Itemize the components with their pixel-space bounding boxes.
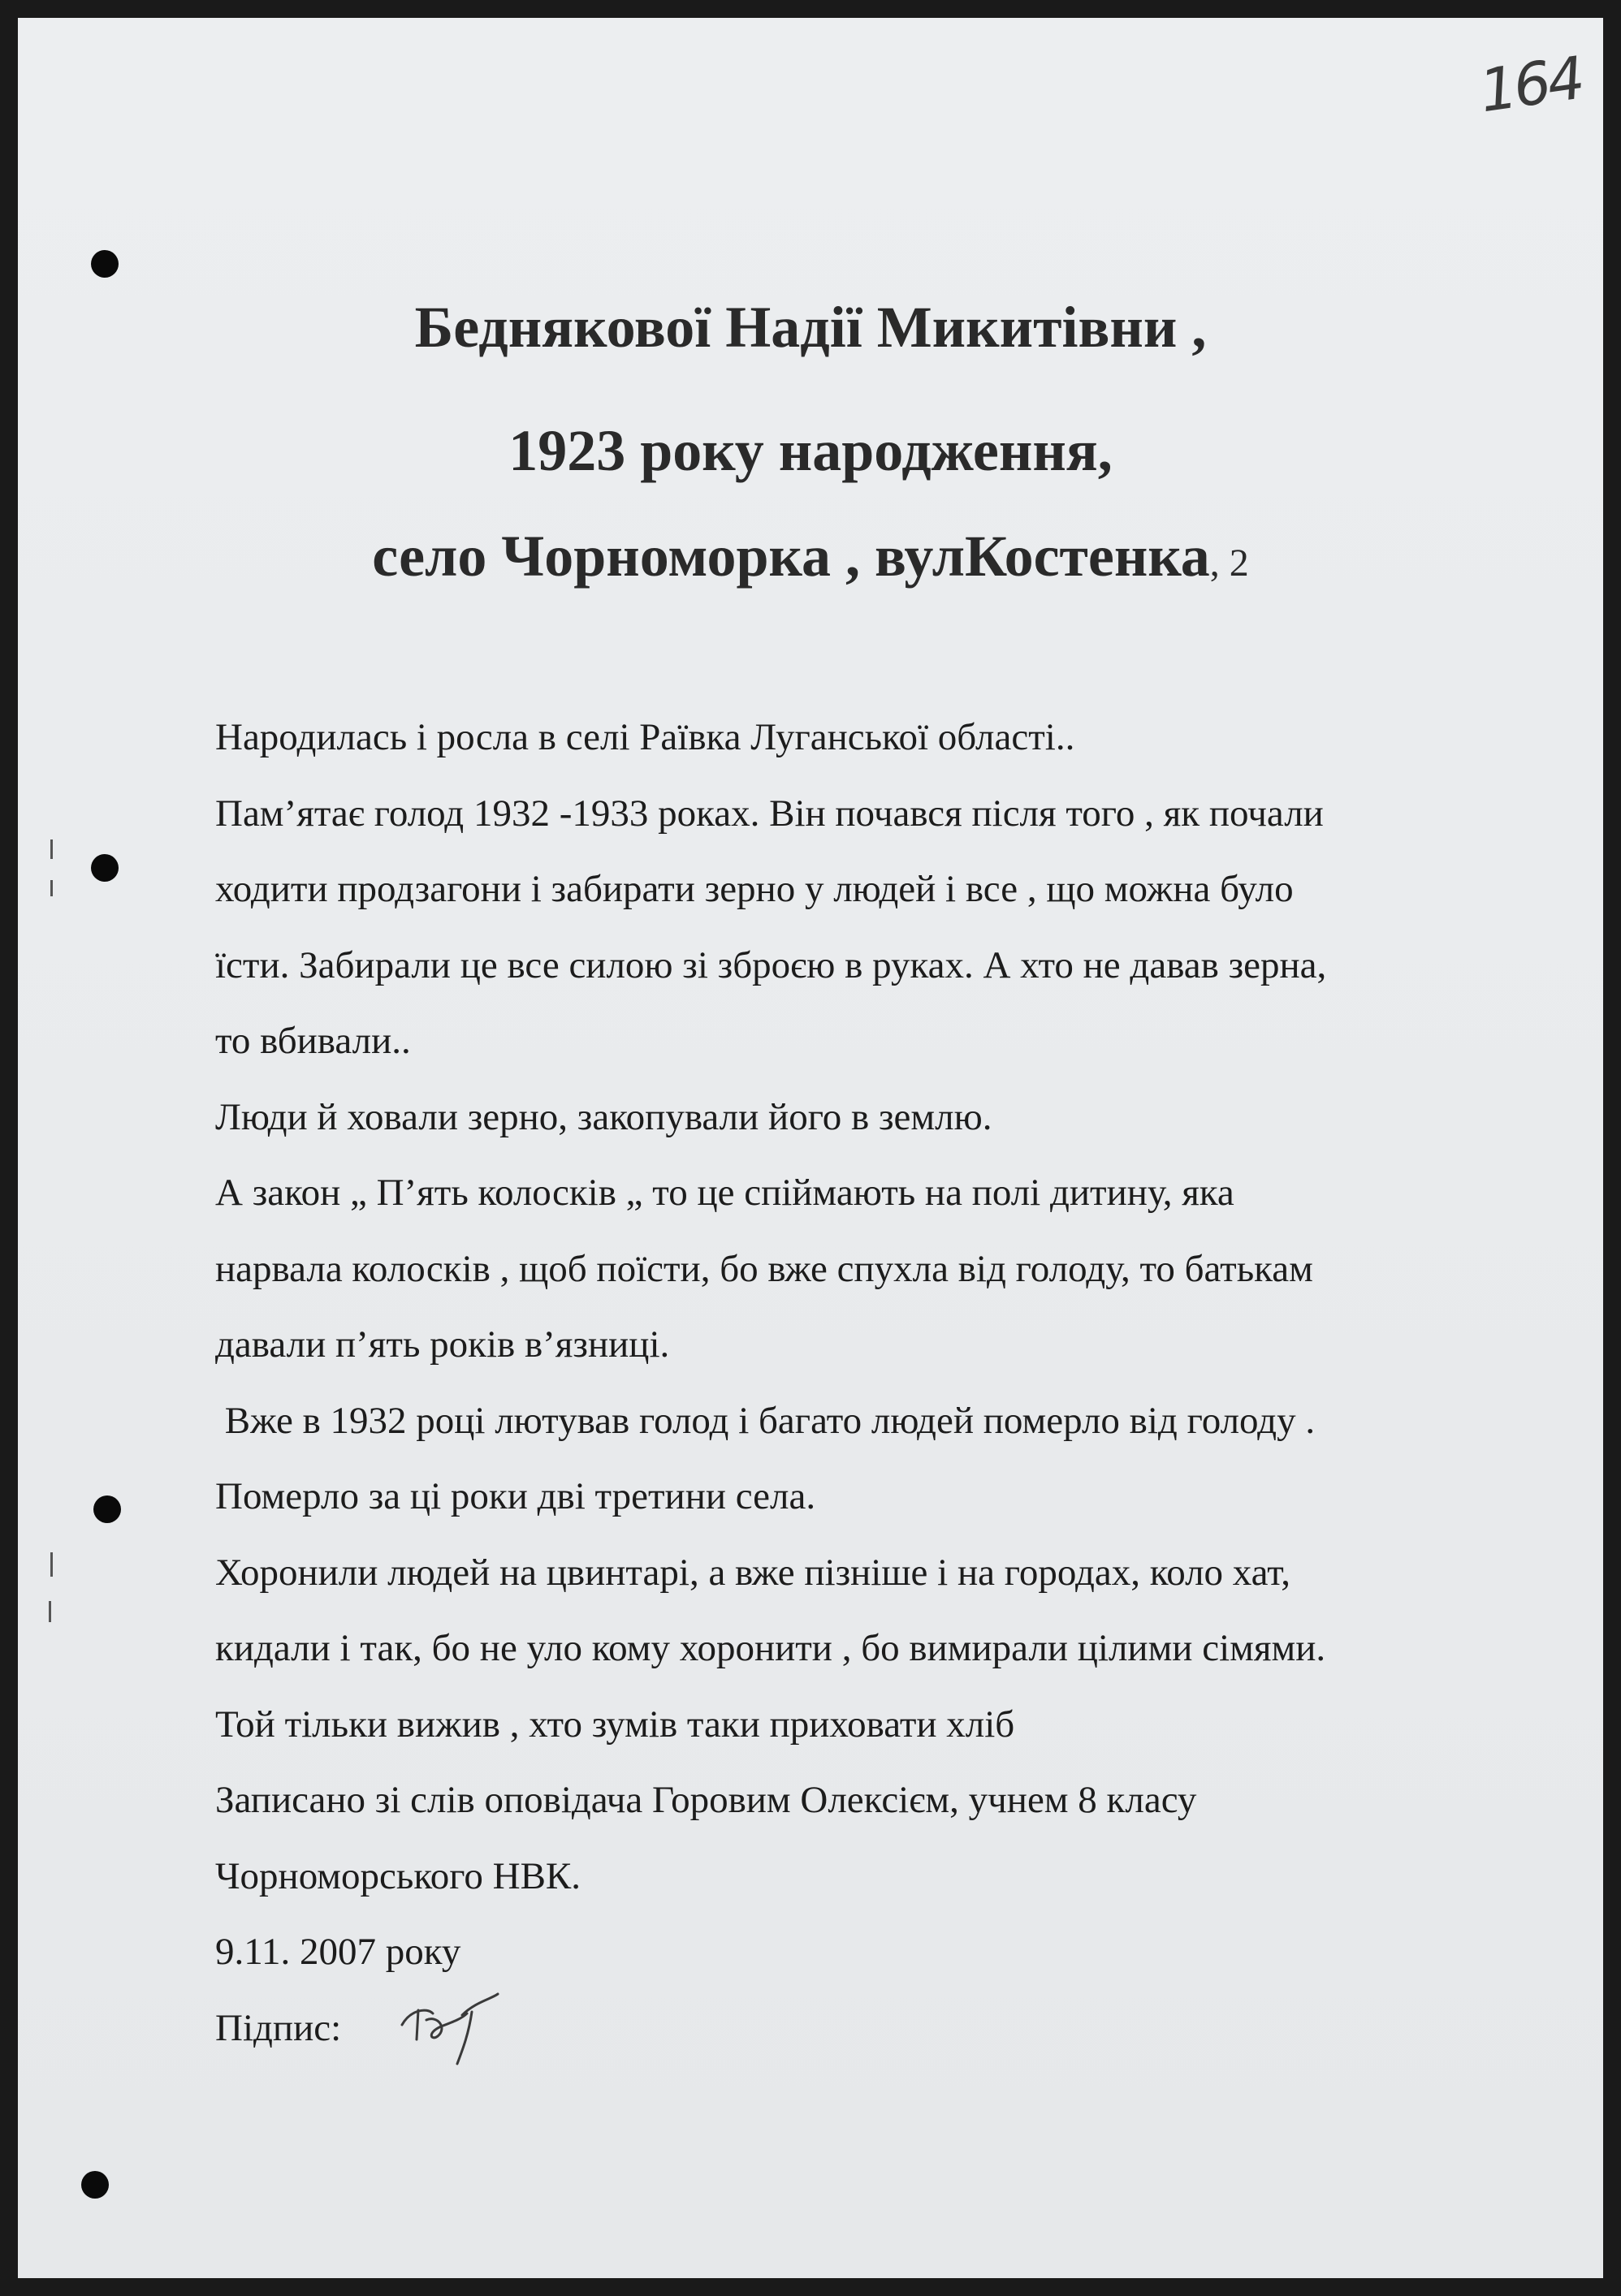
- body-line: Люди й ховали зерно, закопували його в землю.: [215, 1095, 992, 1138]
- body-line: Вже в 1932 році лютував голод і багато людей померло від голоду .: [215, 1399, 1316, 1442]
- signature-label: Підпис:: [215, 2006, 342, 2049]
- body-line: Записано зі слів оповідача Горовим Олексієм, учнем 8 класу: [215, 1779, 1197, 1821]
- body-line: їсти. Забирали це все силою зі зброєю в руках. А хто не давав зерна,: [215, 943, 1327, 986]
- body-line: Чорноморського НВК.: [215, 1854, 581, 1897]
- punch-hole: [93, 1495, 121, 1523]
- title-address-house-number: , 2: [1209, 542, 1249, 585]
- body-line: нарвала колосків , щоб поїсти, бо вже спухла від голоду, то батькам: [215, 1247, 1313, 1290]
- title-name: Беднякової Надії Микитівни ,: [414, 295, 1207, 360]
- body-line: кидали і так, бо не уло кому хоронити , бо вимирали цілими сімями.: [215, 1627, 1326, 1669]
- body-line: Той тільки вижив , хто зумів таки приховати хліб: [215, 1703, 1015, 1746]
- testimony-body: [215, 700, 1515, 2066]
- body-line: давали п’ять років в’язниці.: [215, 1323, 670, 1366]
- handwritten-signature: [394, 1986, 516, 2067]
- scan-mark: [50, 1552, 53, 1577]
- body-line: А закон „ П’ять колосків „ то це спіймають на полі дитину, яка: [215, 1172, 1234, 1214]
- punch-hole: [81, 2171, 109, 2199]
- body-line: Народилась і росла в селі Раївка Луганської області..: [215, 716, 1075, 758]
- scan-mark: [50, 839, 53, 859]
- body-line: ходити продзагони і забирати зерно у людей і все , що можна було: [215, 868, 1294, 910]
- punch-hole: [91, 250, 119, 278]
- title-birth-year: 1923 року народження,: [508, 418, 1113, 483]
- title-address: [18, 523, 1603, 590]
- archive-page-number: 164: [1475, 43, 1586, 126]
- punch-hole: [91, 854, 119, 882]
- signature-row: [215, 1991, 1515, 2067]
- scan-mark: [50, 880, 53, 896]
- title-address-main: село Чорноморка , вулКостенка: [372, 524, 1210, 589]
- body-line: 9.11. 2007 року: [215, 1931, 461, 1973]
- document-page: [18, 18, 1603, 2278]
- scan-mark: [49, 1601, 51, 1622]
- body-line: то вбивали..: [215, 1020, 411, 1062]
- body-line: Пам’ятає голод 1932 -1933 роках. Він почався після того , як почали: [215, 792, 1324, 835]
- body-line: Померло за ці роки дві третини села.: [215, 1475, 816, 1517]
- body-line: Хоронили людей на цвинтарі, а вже пізніше і на городах, коло хат,: [215, 1551, 1291, 1594]
